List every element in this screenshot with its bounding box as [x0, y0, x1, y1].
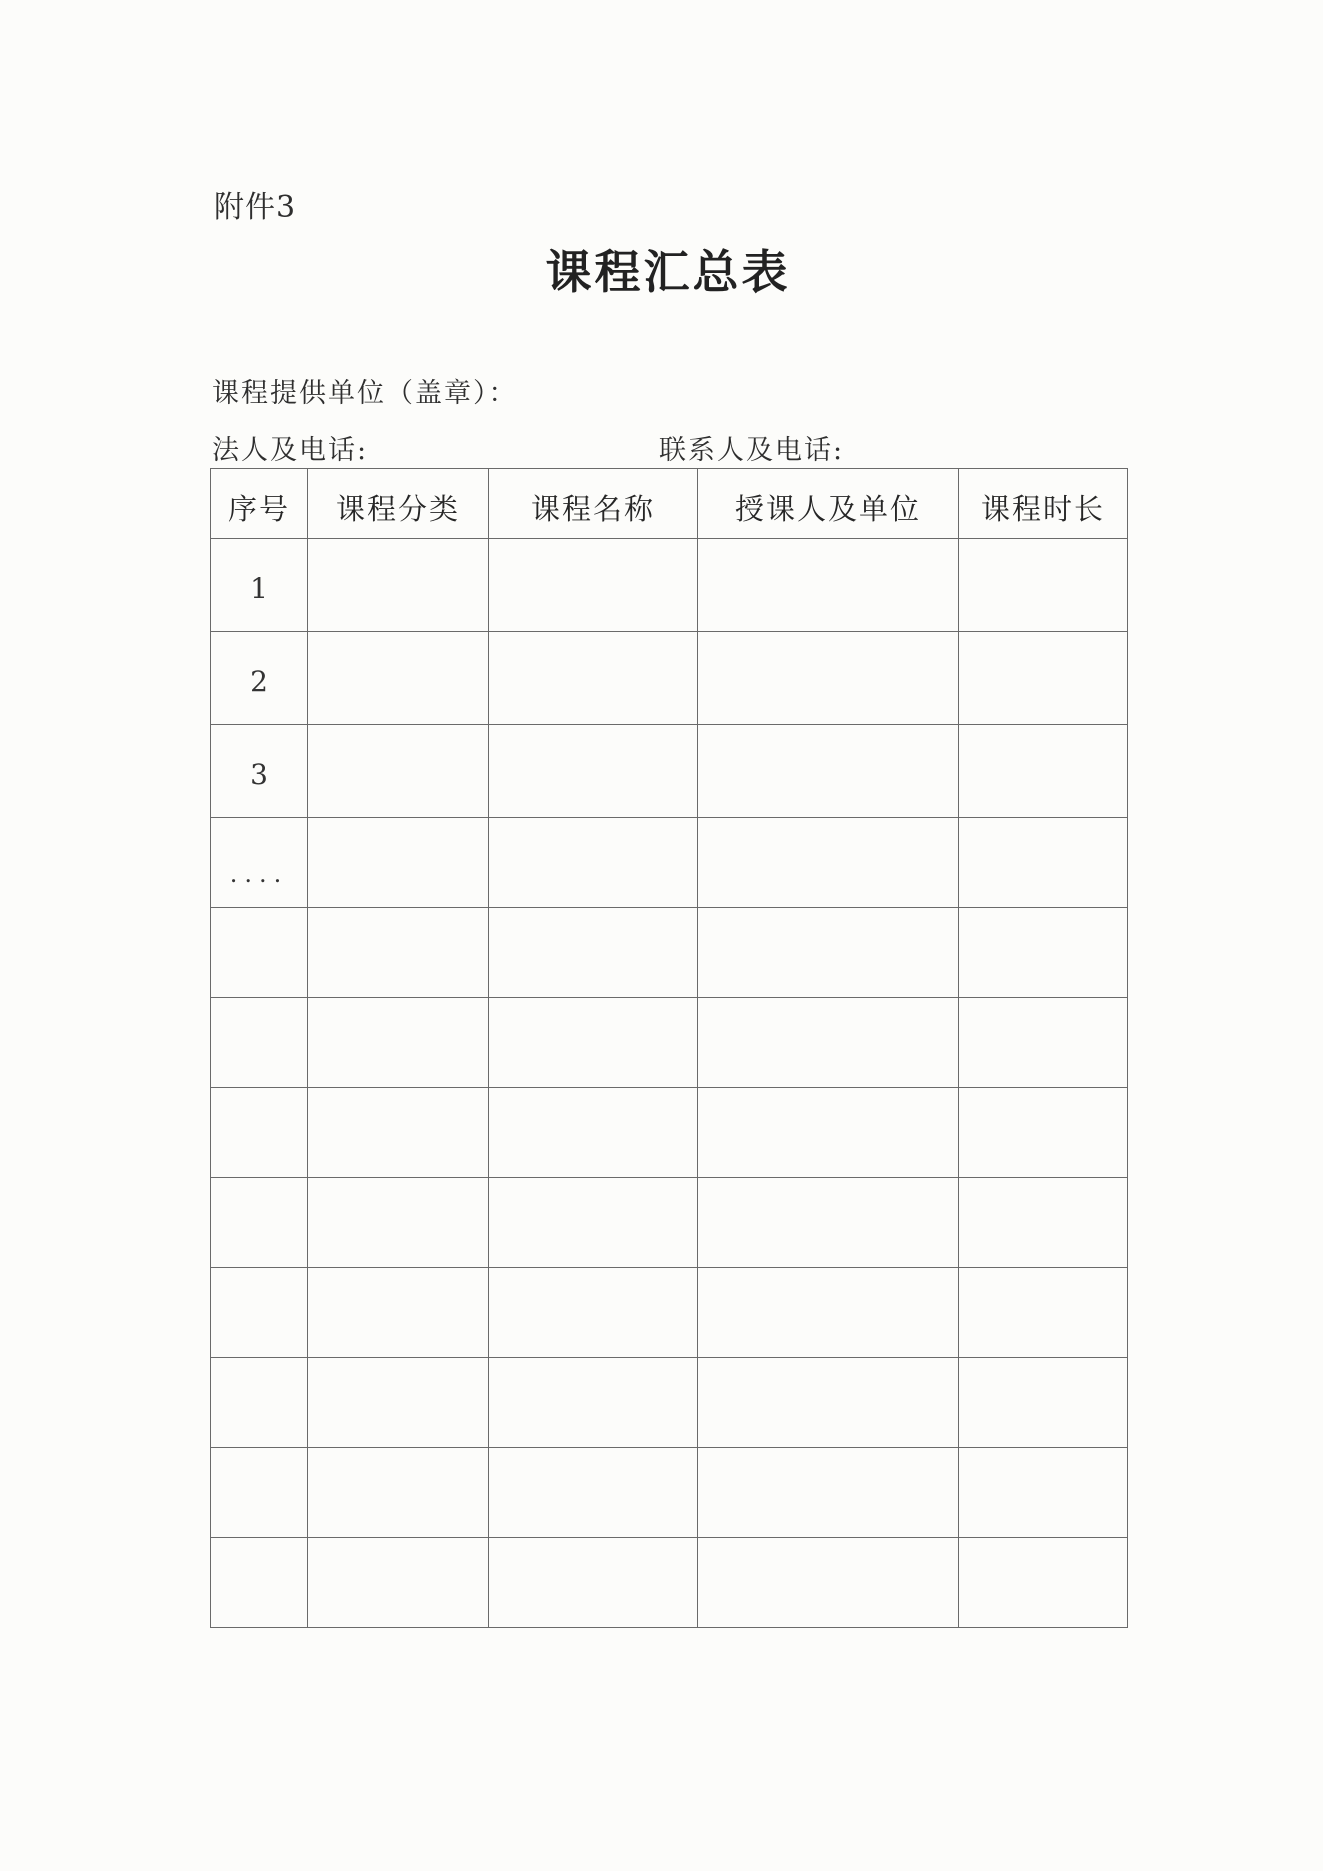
legal-person-phone-label: 法人及电话:: [212, 435, 369, 466]
table-cell-serial: [211, 1178, 308, 1268]
table-row: [211, 1448, 1128, 1538]
table-cell-instructor-unit: [698, 1268, 959, 1358]
table-cell-duration: [959, 725, 1128, 818]
table-cell-serial: [211, 1358, 308, 1448]
table-cell-course-name: [489, 725, 698, 818]
table-cell-duration: [959, 998, 1128, 1088]
table-cell-instructor-unit: [698, 1358, 959, 1448]
table-cell-course-name: [489, 1448, 698, 1538]
course-summary-table: [210, 468, 1128, 1628]
page-title: 课程汇总表: [545, 245, 791, 299]
table-cell-serial: 2: [211, 632, 308, 725]
table-cell-serial: [211, 998, 308, 1088]
table-row: [211, 1358, 1128, 1448]
table-cell-serial: [211, 1448, 308, 1538]
table-cell-category: [308, 1088, 489, 1178]
contact-person-phone-label: 联系人及电话:: [659, 435, 845, 466]
table-header: [211, 469, 1128, 539]
provider-unit-label: 课程提供单位（盖章）：: [212, 378, 518, 409]
table-row: [211, 1088, 1128, 1178]
table-cell-serial: ....: [211, 818, 308, 908]
table-row: [211, 998, 1128, 1088]
table-cell-serial: 3: [211, 725, 308, 818]
table-cell-duration: [959, 818, 1128, 908]
table-cell-course-name: [489, 1358, 698, 1448]
table-cell-duration: [959, 1268, 1128, 1358]
table-row: [211, 1268, 1128, 1358]
table-cell-duration: [959, 908, 1128, 998]
table-row: [211, 818, 1128, 908]
table-cell-category: [308, 998, 489, 1088]
table-cell-category: [308, 632, 489, 725]
table-row: [211, 1178, 1128, 1268]
table-header-duration: 课程时长: [959, 469, 1128, 539]
table-cell-instructor-unit: [698, 1538, 959, 1628]
table-cell-duration: [959, 539, 1128, 632]
table-cell-serial: [211, 1538, 308, 1628]
table-row: [211, 725, 1128, 818]
table-cell-course-name: [489, 1268, 698, 1358]
table-cell-category: [308, 1178, 489, 1268]
attachment-label: 附件3: [214, 190, 297, 225]
table-body: [211, 539, 1128, 1628]
table-cell-category: [308, 1358, 489, 1448]
table-cell-instructor-unit: [698, 998, 959, 1088]
table-cell-serial: 1: [211, 539, 308, 632]
table-row: [211, 539, 1128, 632]
table-header-category: 课程分类: [308, 469, 489, 539]
table-cell-course-name: [489, 539, 698, 632]
table-cell-instructor-unit: [698, 818, 959, 908]
table-cell-category: [308, 818, 489, 908]
table-header-row: [211, 469, 1128, 539]
table-cell-instructor-unit: [698, 1448, 959, 1538]
table-cell-duration: [959, 1538, 1128, 1628]
table-cell-course-name: [489, 908, 698, 998]
table-row: [211, 1538, 1128, 1628]
table-cell-instructor-unit: [698, 1088, 959, 1178]
table-cell-category: [308, 1268, 489, 1358]
table-row: [211, 908, 1128, 998]
table-header-course-name: 课程名称: [489, 469, 698, 539]
table-cell-duration: [959, 1178, 1128, 1268]
table-cell-category: [308, 539, 489, 632]
table-cell-instructor-unit: [698, 908, 959, 998]
table-cell-category: [308, 908, 489, 998]
table-cell-course-name: [489, 818, 698, 908]
table-header-serial: 序号: [211, 469, 308, 539]
table-cell-duration: [959, 1358, 1128, 1448]
table-cell-category: [308, 725, 489, 818]
table-cell-instructor-unit: [698, 539, 959, 632]
table-cell-instructor-unit: [698, 632, 959, 725]
table-cell-instructor-unit: [698, 725, 959, 818]
table-cell-duration: [959, 1088, 1128, 1178]
table-cell-category: [308, 1448, 489, 1538]
table-row: [211, 632, 1128, 725]
table-cell-serial: [211, 1088, 308, 1178]
table-cell-course-name: [489, 1538, 698, 1628]
table-cell-instructor-unit: [698, 1178, 959, 1268]
table-cell-duration: [959, 1448, 1128, 1538]
table-cell-course-name: [489, 1178, 698, 1268]
table-cell-course-name: [489, 632, 698, 725]
table-cell-category: [308, 1538, 489, 1628]
table-cell-duration: [959, 632, 1128, 725]
table-cell-course-name: [489, 998, 698, 1088]
table-cell-serial: [211, 908, 308, 998]
table-header-instructor-unit: 授课人及单位: [698, 469, 959, 539]
table-cell-course-name: [489, 1088, 698, 1178]
table-cell-serial: [211, 1268, 308, 1358]
